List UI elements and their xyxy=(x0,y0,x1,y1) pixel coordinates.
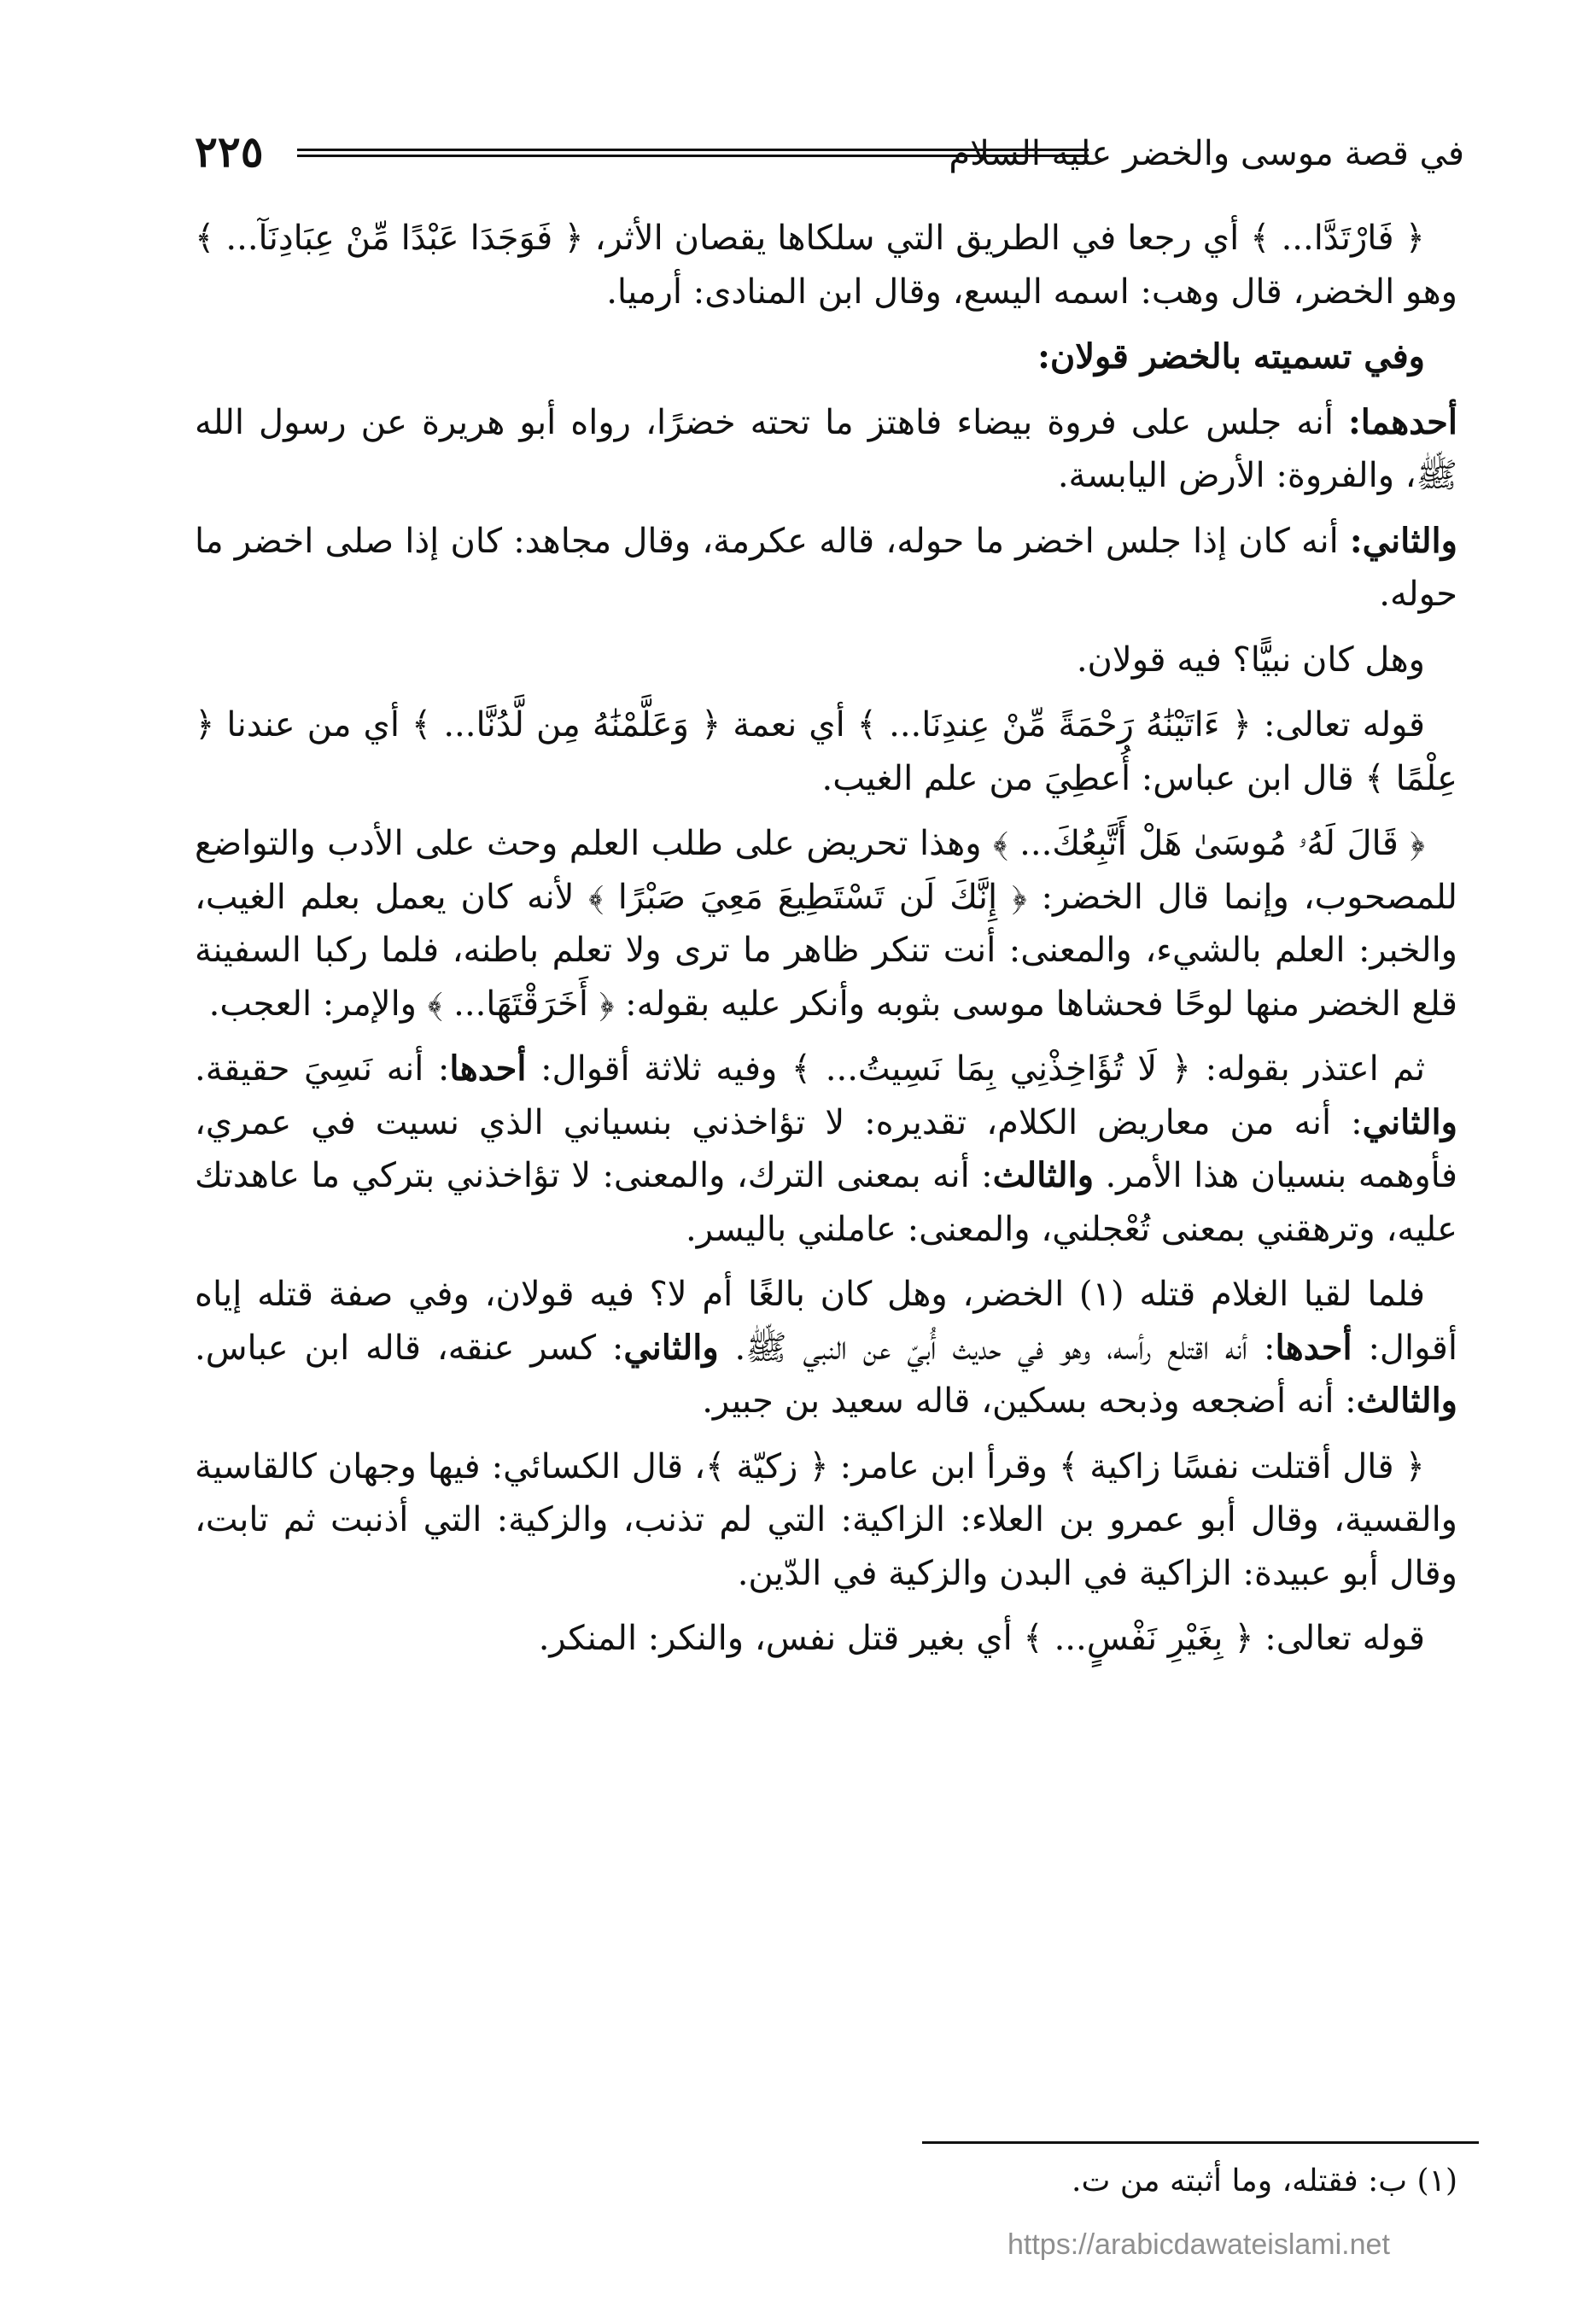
paragraph: قوله تعالى: ﴿ بِغَيْرِ نَفْسٍ... ﴾ أي بغير قتل نفس، والنكر: المنكر. xyxy=(538,1619,1425,1658)
section-heading: وفي تسميته بالخضر قولان: xyxy=(1037,336,1425,377)
paragraph-text: ثم اعتذر بقوله: ﴿ لَا تُؤَاخِذْنِي بِمَا نَسِيتُ... ﴾ وفيه ثلاثة أقوال: xyxy=(526,1049,1425,1089)
paragraph xyxy=(195,1268,1457,1428)
lead-term: والثاني xyxy=(1362,1101,1457,1142)
paragraph-text: : كسر عنقه، قاله ابن عباس. xyxy=(195,1328,624,1368)
watermark-url: https://arabicdawateislami.net xyxy=(1008,2228,1390,2261)
lead-term: والثاني: xyxy=(1349,520,1457,561)
paragraph-text: : أنه بمعنى الترك، والمعنى: لا تؤاخذني بتركي ما عاهدتك عليه، وترهقني بمعنى تُعْجلني، والمعنى: عاملني باليسر. xyxy=(195,1156,1457,1249)
paragraph-text: أنه كان إذا جلس اخضر ما حوله، قاله عكرمة، وقال مجاهد: كان إذا صلى اخضر ما حوله. xyxy=(195,521,1457,614)
header-title: في قصة موسى والخضر عليه السلام xyxy=(949,134,1464,173)
paragraph-text: فلما لقيا الغلام قتله (١) الخضر، وهل كان بالغًا أم لا؟ فيه قولان، وفي صفة قتله إياه أقوال: xyxy=(195,1275,1457,1368)
paragraph-text: : أنه أضجعه وذبحه بسكين، قاله سعيد بن جبير. xyxy=(702,1381,1357,1421)
lead-term: أحدهما: xyxy=(1347,401,1457,442)
paragraph xyxy=(195,396,1457,503)
lead-term: أحدها xyxy=(1275,1327,1352,1368)
paragraph: وهل كان نبيًّا؟ فيه قولان. xyxy=(1076,639,1425,680)
page-number: ٢٢٥ xyxy=(195,126,264,177)
paragraph xyxy=(195,515,1457,622)
paragraph: ﴿ قَالَ لَهُۥ مُوسَىٰ هَلْ أَتَّبِعُكَ... ﴾ وهذا تحريض على طلب العلم وحث على الأدب والتواضع للمصحوب، وإنما قال الخضر: ﴿ إِنَّكَ لَن تَسْتَطِيعَ مَعِيَ صَبْرًا ﴾ لأنه كان يعمل بعلم الغيب، والخبر: العلم بالشيء، والمعنى: أنت تنكر ظاهر ما ترى ولا تعلم باطنه، فلما ركبا السفينة قلع الخضر منها لوحًا فحشاها موسى بثوبه وأنكر عليه بقوله: ﴿ أَخَرَقْتَهَا... ﴾ والإمر: العجب. xyxy=(195,824,1457,1024)
footnote: (١) ب: فقتله، وما أثبته من ت. xyxy=(1072,2163,1457,2198)
paragraph-text: أنه جلس على فروة بيضاء فاهتز ما تحته خضرًا، رواه أبو هريرة عن رسول الله ﷺ، والفروة: الأرض اليابسة. xyxy=(195,402,1457,495)
paragraph-text: : أنه اقتلع رأسه، وهو في حديث أُبيّ عن النبي ﷺ. xyxy=(718,1328,1276,1368)
paragraph-text: : أنه من معاريض الكلام، تقديره: لا تؤاخذني بنسياني الذي نسيت في عمري، فأوهمه بنسيان هذا الأمر. xyxy=(195,1102,1457,1195)
header-rule xyxy=(297,149,1089,157)
paragraph: قوله تعالى: ﴿ ءَاتَيْنَٰهُ رَحْمَةً مِّنْ عِندِنَا... ﴾ أي نعمة ﴿ وَعَلَّمْنَٰهُ مِن لَّدُنَّا... ﴾ أي من عندنا ﴿ عِلْمًا ﴾ قال ابن عباس: أُعطِيَ من علم الغيب. xyxy=(195,705,1457,798)
paragraph-text: : أنه نَسِيَ حقيقة. xyxy=(195,1049,450,1089)
lead-term: والثالث xyxy=(1356,1381,1457,1421)
main-text xyxy=(195,212,1457,1678)
lead-term: أحدها xyxy=(449,1048,527,1089)
paragraph xyxy=(195,1042,1457,1256)
lead-term: والثالث xyxy=(992,1155,1095,1195)
paragraph: ﴿ فَارْتَدَّا... ﴾ أي رجعا في الطريق التي سلكاها يقصان الأثر، ﴿ فَوَجَدَا عَبْدًا مِّنْ عِبَادِنَآ... ﴾ وهو الخضر، قال وهب: اسمه اليسع، وقال ابن المنادى: أرميا. xyxy=(195,219,1457,312)
lead-term: والثاني xyxy=(623,1327,719,1368)
paragraph: ﴿ قال أقتلت نفسًا زاكية ﴾ وقرأ ابن عامر: ﴿ زكيّة ﴾، قال الكسائي: فيها وجهان كالقاسية والقسية، وقال أبو عمرو بن العلاء: الزاكية: التي لم تذنب، والزكية: التي أذنبت ثم تابت، وقال أبو عبيدة: الزاكية في البدن والزكية في الدّين. xyxy=(195,1446,1457,1593)
footnote-separator xyxy=(922,2141,1479,2144)
running-header xyxy=(195,128,1464,188)
